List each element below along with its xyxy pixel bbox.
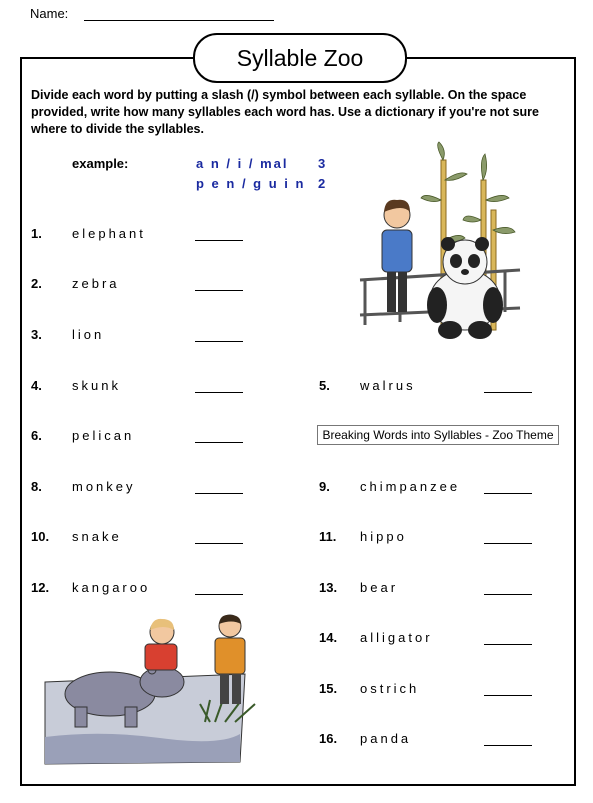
answer-blank[interactable] — [484, 594, 532, 595]
answer-blank[interactable] — [195, 240, 243, 241]
item-number: 3. — [31, 327, 42, 342]
page-title: Syllable Zoo — [193, 33, 407, 83]
item-word: elephant — [72, 226, 146, 241]
answer-blank[interactable] — [484, 695, 532, 696]
item-word: zebra — [72, 276, 120, 291]
answer-blank[interactable] — [195, 341, 243, 342]
item-word: snake — [72, 529, 122, 544]
item-word: alligator — [360, 630, 433, 645]
example-count-1: 3 — [318, 156, 326, 171]
answer-blank[interactable] — [484, 543, 532, 544]
name-label: Name: — [30, 6, 69, 21]
caption-box: Breaking Words into Syllables - Zoo Theme — [317, 425, 559, 445]
answer-blank[interactable] — [484, 392, 532, 393]
answer-blank[interactable] — [195, 493, 243, 494]
item-number: 4. — [31, 378, 42, 393]
instructions: Divide each word by putting a slash (/) symbol between each syllable. On the space provided, write how many syllables each word has. Use a dictionary if you're not sure where to divide the syllables. — [31, 88, 539, 136]
item-number: 5. — [319, 378, 330, 393]
item-word: pelican — [72, 428, 135, 443]
item-number: 11. — [319, 529, 337, 544]
item-number: 12. — [31, 580, 50, 595]
example-label: example: — [72, 156, 129, 171]
item-number: 1. — [31, 226, 42, 241]
item-word: monkey — [72, 479, 136, 494]
kids-hippo-illustration — [40, 612, 270, 767]
example-word-1: a n / i / mal — [196, 156, 289, 171]
item-word: ostrich — [360, 681, 420, 696]
answer-blank[interactable] — [195, 594, 243, 595]
example-word-2: p e n / g u i n — [196, 176, 306, 191]
item-word: panda — [360, 731, 412, 746]
item-number: 13. — [319, 580, 338, 595]
item-number: 6. — [31, 428, 42, 443]
boy-panda-illustration — [355, 140, 525, 345]
item-word: bear — [360, 580, 399, 595]
item-number: 9. — [319, 479, 330, 494]
item-word: skunk — [72, 378, 121, 393]
answer-blank[interactable] — [484, 745, 532, 746]
name-line[interactable] — [84, 20, 274, 21]
answer-blank[interactable] — [195, 290, 243, 291]
item-number: 15. — [319, 681, 338, 696]
answer-blank[interactable] — [484, 493, 532, 494]
item-word: chimpanzee — [360, 479, 461, 494]
item-number: 10. — [31, 529, 50, 544]
item-number: 14. — [319, 630, 338, 645]
answer-blank[interactable] — [484, 644, 532, 645]
item-number: 8. — [31, 479, 42, 494]
item-word: hippo — [360, 529, 407, 544]
item-number: 2. — [31, 276, 42, 291]
example-count-2: 2 — [318, 176, 326, 191]
item-word: kangaroo — [72, 580, 151, 595]
answer-blank[interactable] — [195, 543, 243, 544]
answer-blank[interactable] — [195, 442, 243, 443]
answer-blank[interactable] — [195, 392, 243, 393]
item-word: lion — [72, 327, 105, 342]
item-word: walrus — [360, 378, 416, 393]
item-number: 16. — [319, 731, 338, 746]
